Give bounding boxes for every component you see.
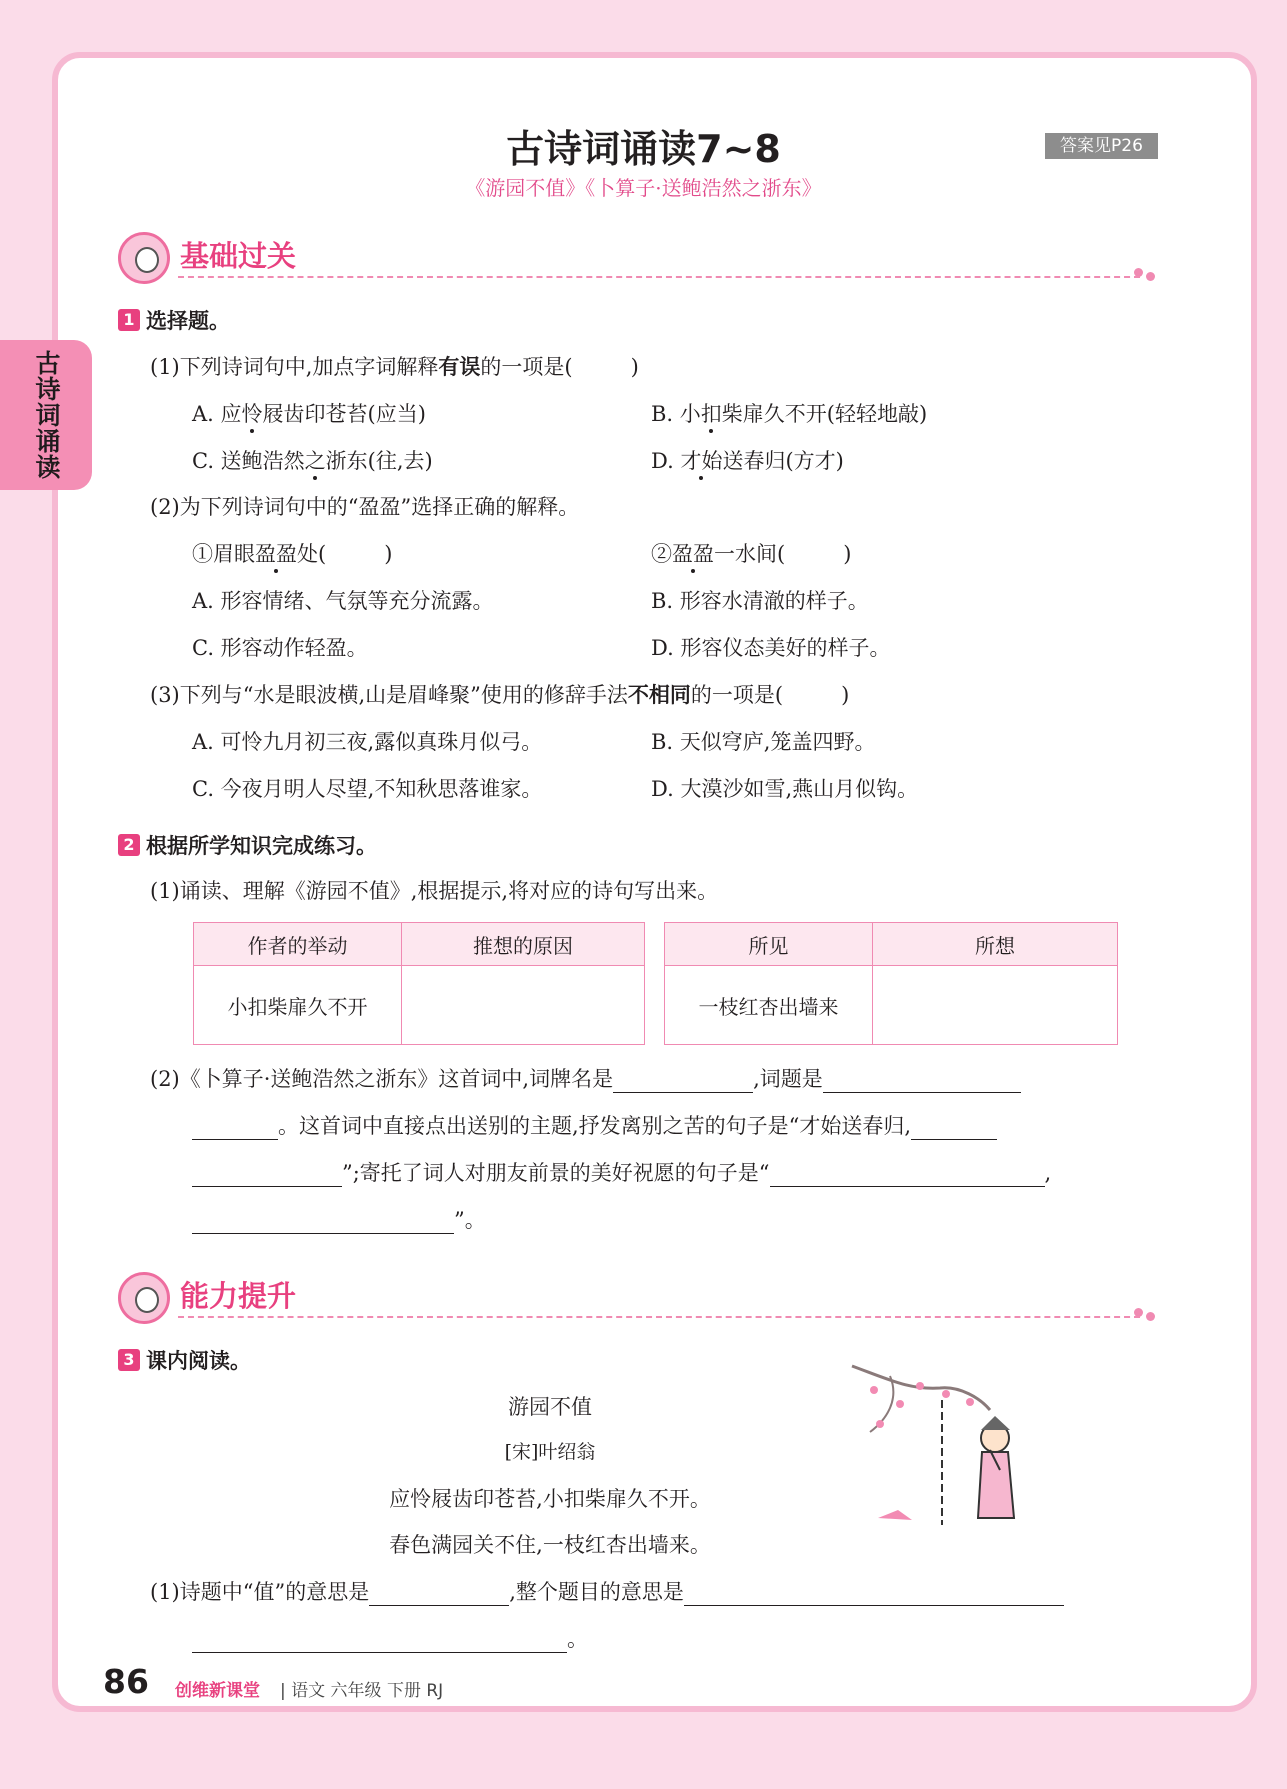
q1-sub1-option-a [192,398,426,428]
section-title: 能力提升 [180,1279,297,1313]
answer-blank[interactable] [770,1164,1045,1187]
side-tab-label: 古诗词诵读 [32,350,61,480]
question-title: 根据所学知识完成练习。 [146,834,377,858]
answer-cell[interactable] [873,966,1118,1045]
answer-ref-badge: 答案见P26 [1045,133,1158,159]
question-number-badge: 2 [118,834,140,856]
q1-sub3-option-c: C. 今夜月明人尽望,不知秋思落谁家。 [192,777,543,801]
q2-sub2-line-2 [192,1110,997,1140]
footer-brand: 创维新课堂 [175,1681,260,1701]
footer-meta: | 语文 六年级 下册 RJ [280,1681,444,1701]
question-title: 课内阅读。 [146,1349,251,1373]
section-header-basic [118,228,1158,288]
cartoon-avatar-icon [118,232,170,284]
q1-sub3-option-b: B. 天似穹庐,笼盖四野。 [651,730,876,754]
option-text: 浙东(往,去) [325,449,433,473]
stem-emphasis: 不相同 [627,683,691,707]
item-text: 一水间( [714,542,786,566]
option-text: 屐齿印苍苔(应当) [262,402,426,426]
q1-sub1-stem [150,351,639,381]
q1-sub2-option-b: B. 形容水清澈的样子。 [651,589,869,613]
poem-line: 春色满园关不住,一枝红杏出墙来。 [389,1533,711,1557]
q2-sub2-line-1 [150,1063,1021,1093]
answer-blank[interactable] [192,1211,454,1234]
stem-text: ) [841,683,850,707]
stem-text: ”。 [454,1208,486,1232]
q1-sub1-option-b [651,398,927,428]
question-2-header [118,830,377,860]
option-text: 柴扉久不开(轻轻地敲) [721,402,928,426]
question-1-header [118,305,230,335]
dotted-word: 之 [304,449,326,473]
page-title: 古诗词诵读7~8 [506,127,781,171]
question-3-header [118,1345,251,1375]
question-number-badge: 3 [118,1349,140,1371]
question-number-badge: 1 [118,309,140,331]
table-cell: 小扣柴扉久不开 [194,966,402,1045]
q1-sub2-item-2 [651,538,851,568]
q1-sub1-option-c [192,445,433,475]
answer-cell[interactable] [402,966,645,1045]
q1-sub3-stem [150,679,849,709]
q1-sub2-stem: (2)为下列诗词句中的“盈盈”选择正确的解释。 [150,495,580,519]
stem-text: ,词题是 [753,1067,823,1091]
stem-text: (1)诗题中“值”的意思是 [150,1580,370,1604]
stem-text: 的一项是( [480,355,573,379]
q2-sub2-line-4 [192,1204,486,1234]
option-text: D. [651,449,681,473]
item-text: ) [384,542,393,566]
answer-blank[interactable] [684,1583,1064,1606]
option-text: B. 小 [651,402,701,426]
q3-sub1-line-1 [150,1576,1064,1606]
answer-blank[interactable] [192,1117,278,1140]
q1-sub2-item-1 [192,538,392,568]
dots-icon [1134,268,1158,284]
dotted-word: 盈盈 [255,542,297,566]
table-seen-thought [664,922,1118,1045]
q1-sub2-option-d: D. 形容仪态美好的样子。 [651,636,891,660]
stem-text: 。 [567,1627,588,1651]
cartoon-avatar-icon [118,1272,170,1324]
stem-text: (3)下列与“水是眼波横,山是眉峰聚”使用的修辞手法 [150,683,628,707]
stem-text: (1)下列诗词句中,加点字词解释 [150,355,439,379]
section-header-advanced [118,1268,1158,1328]
stem-text: 。这首词中直接点出送别的主题,抒发离别之苦的句子是“才始送春归, [278,1114,912,1138]
table-header: 所想 [873,923,1118,966]
q3-sub1-line-2 [192,1623,588,1653]
q1-sub1-option-d [651,445,844,475]
dotted-word: 盈盈 [672,542,714,566]
table-header: 作者的举动 [194,923,402,966]
table-header: 推想的原因 [402,923,645,966]
table-action-reason [193,922,645,1045]
question-title: 选择题。 [146,309,230,333]
item-text: ② [651,542,672,566]
scholar-apricot-illustration [850,1360,1030,1540]
stem-emphasis: 有误 [438,355,481,379]
table-header: 所见 [665,923,873,966]
page-number: 86 [103,1662,149,1701]
page-subtitle: 《游园不值》《卜算子·送鲍浩然之浙东》 [465,176,822,200]
stem-text: ,整个题目的意思是 [509,1580,684,1604]
answer-blank[interactable] [613,1070,753,1093]
poem-title: 游园不值 [508,1395,592,1419]
dashed-divider [178,276,1140,278]
answer-blank[interactable] [192,1630,567,1653]
q1-sub2-option-c: C. 形容动作轻盈。 [192,636,368,660]
option-text: C. 送鲍浩然 [192,449,305,473]
item-text: 处( [297,542,327,566]
q2-sub2-line-3 [192,1157,1051,1187]
poem-line: 应怜屐齿印苍苔,小扣柴扉久不开。 [389,1487,711,1511]
answer-blank[interactable] [911,1117,997,1140]
answer-blank[interactable] [192,1164,342,1187]
poem-author: [宋]叶绍翁 [504,1441,596,1463]
dotted-word: 扣 [700,402,722,426]
q1-sub3-option-a: A. 可怜九月初三夜,露似真珠月似弓。 [192,730,543,754]
stem-text: (2)《卜算子·送鲍浩然之浙东》这首词中,词牌名是 [150,1067,614,1091]
stem-text: ”;寄托了词人对朋友前景的美好祝愿的句子是“ [342,1161,770,1185]
dashed-divider [178,1316,1140,1318]
answer-blank[interactable] [369,1583,509,1606]
q2-sub1-stem: (1)诵读、理解《游园不值》,根据提示,将对应的诗句写出来。 [150,879,719,903]
dotted-word: 才始 [680,449,723,473]
stem-text: ) [630,355,639,379]
item-text: ①眉眼 [192,542,255,566]
table-cell: 一枝红杏出墙来 [665,966,873,1045]
q1-sub2-option-a: A. 形容情绪、气氛等充分流露。 [192,589,494,613]
stem-text: 的一项是( [690,683,784,707]
item-text: ) [843,542,852,566]
dots-icon [1134,1308,1158,1324]
section-title: 基础过关 [180,239,297,273]
q1-sub3-option-d: D. 大漠沙如雪,燕山月似钩。 [651,777,919,801]
option-text: A. 应 [192,402,242,426]
side-tab [0,340,92,490]
stem-text: , [1044,1161,1052,1185]
answer-blank[interactable] [823,1070,1021,1093]
option-text: 送春归(方才) [722,449,844,473]
dotted-word: 怜 [241,402,263,426]
